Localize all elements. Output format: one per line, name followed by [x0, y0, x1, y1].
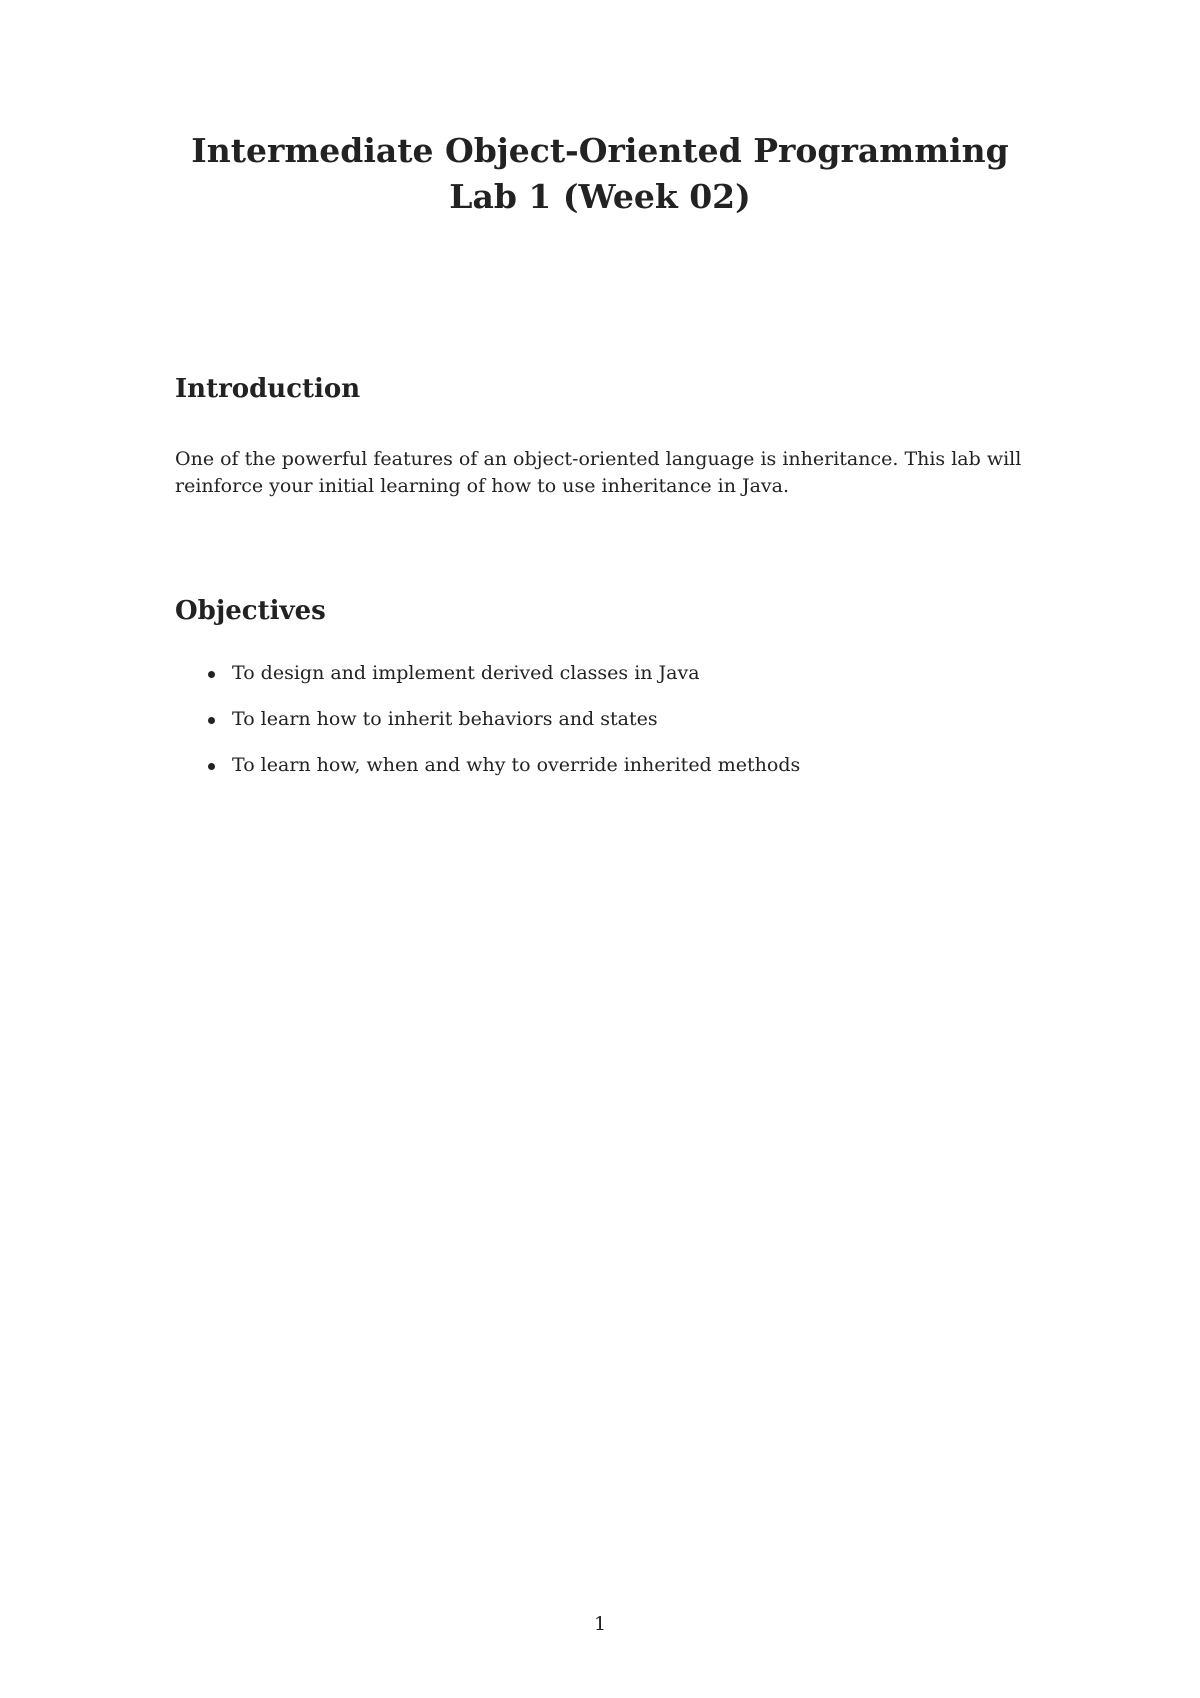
list-item	[175, 752, 1035, 779]
objectives-heading: Objectives	[175, 596, 326, 626]
bullet-icon	[208, 671, 215, 678]
bullet-icon	[208, 717, 215, 724]
objectives-list	[175, 660, 1035, 798]
objective-text: To design and implement derived classes in Java	[232, 662, 700, 684]
introduction-section	[175, 372, 1035, 406]
introduction-heading: Introduction	[175, 374, 361, 404]
objectives-section	[175, 594, 1035, 628]
list-item	[175, 660, 1035, 687]
list-item	[175, 706, 1035, 733]
title-line-1: Intermediate Object-Oriented Programming	[191, 131, 1009, 170]
page-number: 1	[593, 1613, 607, 1635]
introduction-paragraph: One of the powerful features of an object-oriented language is inheritance. This lab will reinforce your initial learning of how to use inheritance in Java.	[175, 448, 1022, 497]
objective-text: To learn how to inherit behaviors and states	[232, 708, 658, 730]
title-line-2: Lab 1 (Week 02)	[449, 177, 751, 216]
objective-text: To learn how, when and why to override inherited methods	[232, 754, 801, 776]
document-title	[0, 128, 1200, 220]
bullet-icon	[208, 763, 215, 770]
